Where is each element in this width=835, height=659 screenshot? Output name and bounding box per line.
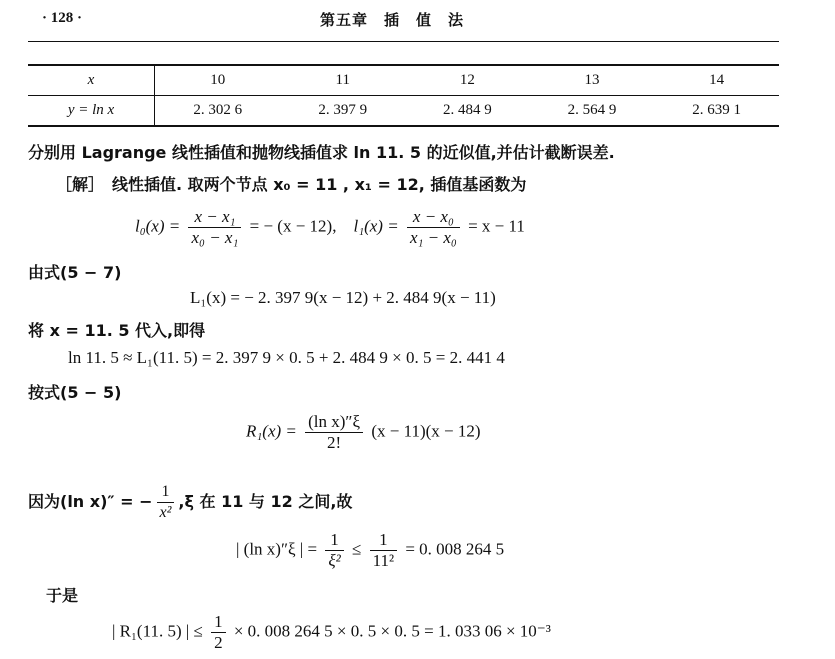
l0-rhs: = − (x − 12), xyxy=(249,216,337,236)
L1-formula: L₁(x) = − 2. 397 9(x − 12) + 2. 484 9(x − 11) xyxy=(190,288,496,307)
derivative-bound: | (ln x)″ξ | = $\frac{1}{\text{ξ²}}$ ≤ $\frac{1}{\text{11²}}$ = 0. 008 264 5 xyxy=(236,530,505,570)
l1-rhs: = x − 11 xyxy=(468,216,525,236)
table-cell: 14 xyxy=(654,65,779,96)
table-cell: 2. 639 1 xyxy=(654,96,779,127)
data-table xyxy=(28,64,779,127)
table-cell: 2. 484 9 xyxy=(405,96,530,127)
by-formula-5-5: 按式(5 − 5) xyxy=(28,383,122,402)
solution-intro: ［解］ 线性插值. 取两个节点 x₀ = 11 , x₁ = 12, 插值基函数为 xyxy=(56,175,527,194)
final-error-bound: | R₁(11. 5) | ≤ $\frac{1}{2}$ × 0. 008 264 5 × 0. 5 × 0. 5 = 1. 033 06 × 10⁻³ xyxy=(112,612,551,652)
table-cell: 12 xyxy=(405,65,530,96)
by-formula-5-7: 由式(5 − 7) xyxy=(28,263,122,282)
l1-fraction: $\frac{\text{x − x₀}}{\text{x₁ − x₀}}$ xyxy=(407,207,460,248)
problem-statement: 分别用 Lagrange 线性插值和抛物线插值求 ln 11. 5 的近似值,并估计截断误差. xyxy=(28,143,615,162)
table-cell: 2. 397 9 xyxy=(280,96,405,127)
ln-approximation: ln 11. 5 ≈ L₁(11. 5) = 2. 397 9 × 0. 5 + 2. 484 9 × 0. 5 = 2. 441 4 xyxy=(68,348,505,367)
l0-fraction: $\frac{\text{x − x₁}}{\text{x₀ − x₁}}$ xyxy=(188,207,241,248)
because-line: 因为(ln x)″ = − $\frac{1}{\text{x²}}$ ,ξ 在 11 与 12 之间,故 xyxy=(28,483,353,521)
l0-lhs: l₀(x) = xyxy=(135,216,181,236)
page-number: · 128 · xyxy=(42,10,83,26)
remainder-formula: R₁(x) = $\frac{\text{(ln x)″ξ}}{2!}$ (x − 11)(x − 12) xyxy=(246,412,481,452)
basis-functions xyxy=(135,207,525,248)
table-cell: 2. 302 6 xyxy=(155,96,281,127)
header-rule xyxy=(28,41,779,42)
table-cell: 10 xyxy=(155,65,281,96)
table-row-x xyxy=(28,65,779,96)
substitute-line: 将 x = 11. 5 代入,即得 xyxy=(28,321,206,340)
table-cell: 2. 564 9 xyxy=(530,96,655,127)
table-row-y xyxy=(28,96,779,127)
table-cell: 11 xyxy=(280,65,405,96)
chapter-title: 第五章 插 值 法 xyxy=(320,11,465,29)
row-label-x: x xyxy=(28,65,155,96)
therefore-line: 于是 xyxy=(46,586,79,605)
table-cell: 13 xyxy=(530,65,655,96)
l1-lhs: l₁(x) = xyxy=(353,216,399,236)
row-label-y: y = ln x xyxy=(28,96,155,127)
